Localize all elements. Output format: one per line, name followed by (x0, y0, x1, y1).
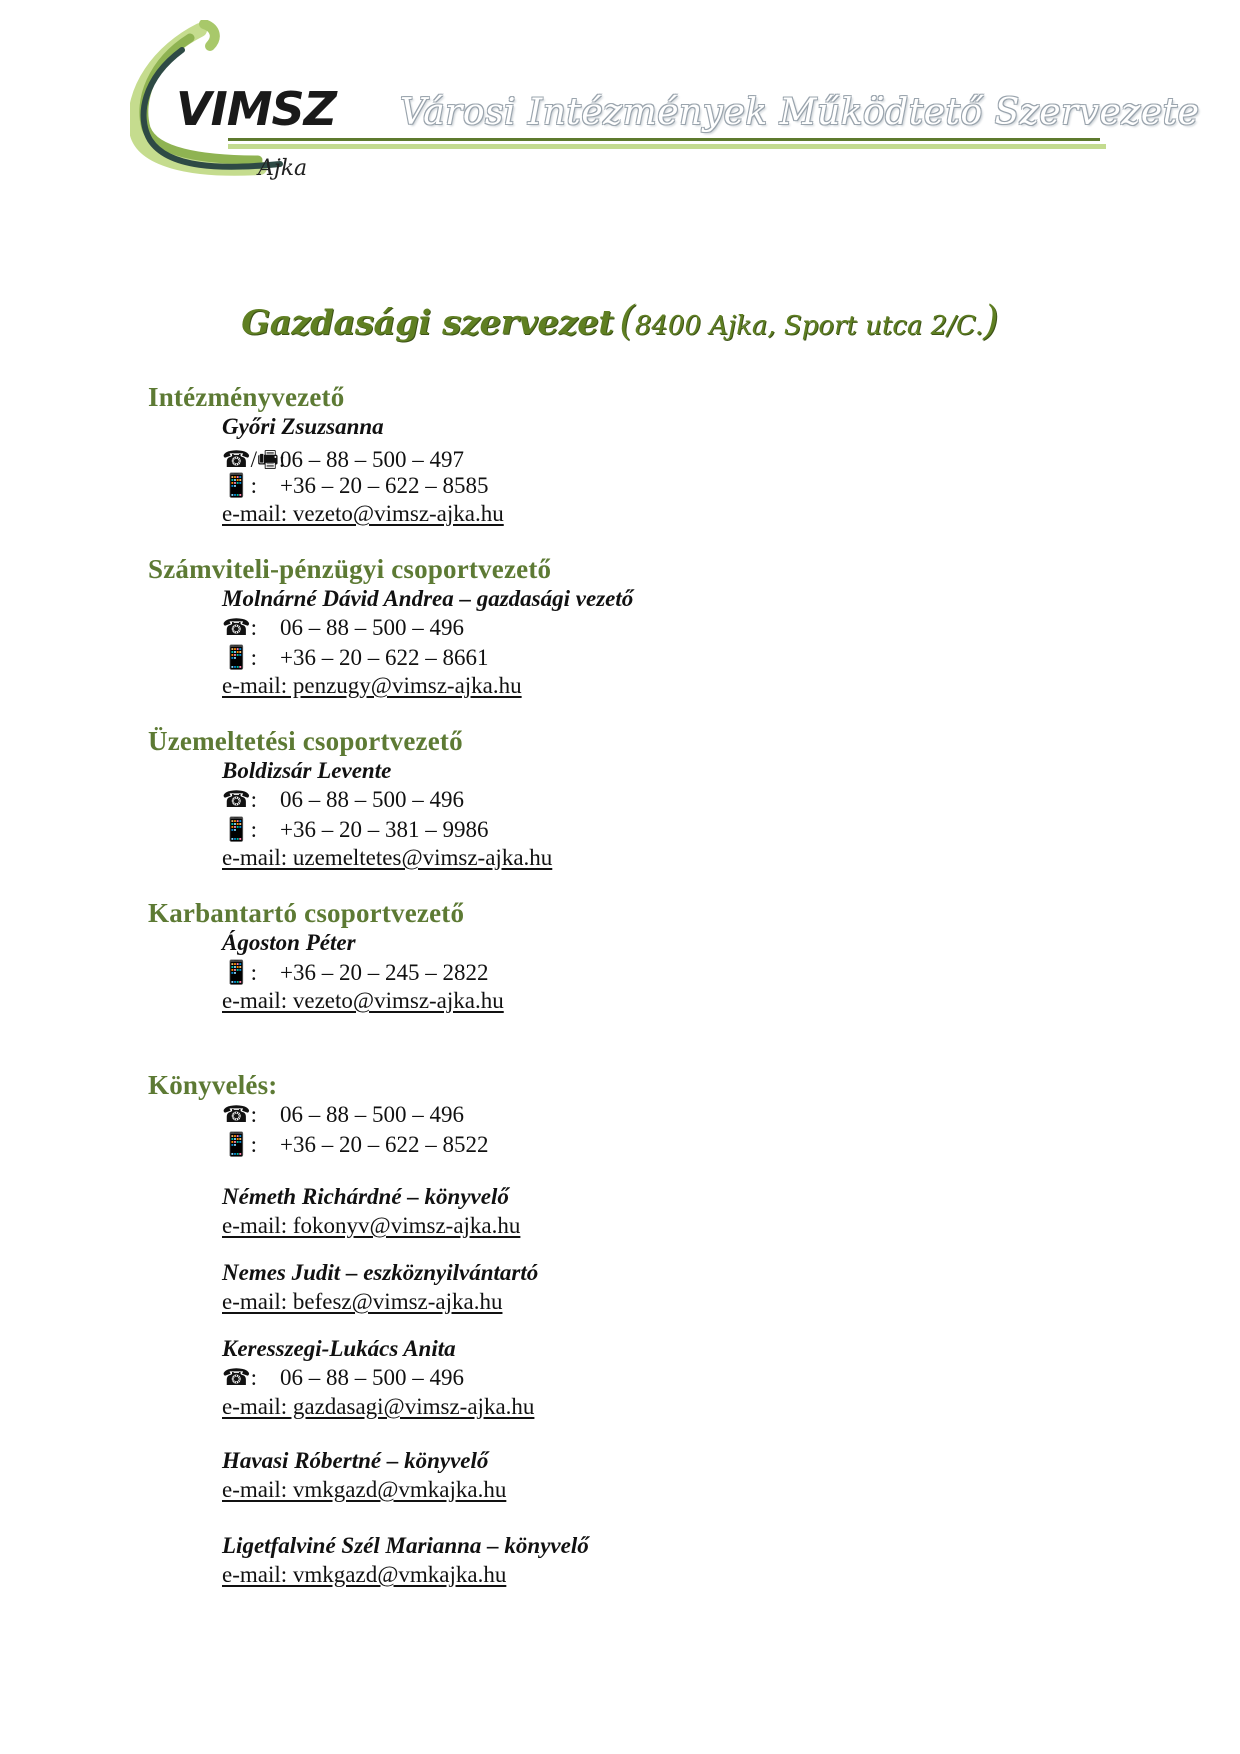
header-rule-dark (228, 138, 1100, 141)
section-heading-uzemeltetesi: Üzemeltetési csoportvezető (148, 726, 463, 756)
section-heading-konyveles: Könyvelés: (148, 1070, 278, 1100)
phone-icon: ☎: (222, 1102, 258, 1127)
person-name: Molnárné Dávid Andrea – gazdasági vezető (222, 586, 634, 611)
mobile-phone-icon: 📱: (222, 645, 258, 670)
vimsz-logo (130, 20, 336, 195)
person-name: Havasi Róbertné – könyvelő (222, 1448, 489, 1473)
phone-number: 06 – 88 – 500 – 496 (280, 1365, 464, 1390)
section-heading-intezmenyvezeto: Intézményvezető (148, 382, 345, 412)
person-name: Győri Zsuzsanna (222, 414, 384, 439)
person-name: Ágoston Péter (222, 930, 356, 955)
header-rule-light (228, 144, 1106, 149)
phone-number: 06 – 88 – 500 – 497 (280, 447, 464, 472)
phone-number: 06 – 88 – 500 – 496 (280, 787, 464, 812)
email-link[interactable]: e-mail: vmkgazd@vmkajka.hu (222, 1477, 507, 1502)
phone-number: 06 – 88 – 500 – 496 (280, 1102, 464, 1127)
mobile-line (222, 644, 488, 671)
phone-line (222, 1365, 464, 1391)
phone-icon: ☎: (222, 615, 258, 640)
email-link[interactable]: e-mail: fokonyv@vimsz-ajka.hu (222, 1213, 521, 1238)
mobile-phone-icon: 📱: (222, 1132, 258, 1157)
person-name: Keresszegi-Lukács Anita (222, 1336, 456, 1361)
email-link[interactable]: e-mail: gazdasagi@vimsz-ajka.hu (222, 1394, 535, 1419)
mobile-line (222, 816, 488, 843)
mobile-number: +36 – 20 – 622 – 8522 (280, 1132, 489, 1157)
mobile-line (222, 472, 488, 499)
email-link[interactable]: e-mail: uzemeltetes@vimsz-ajka.hu (222, 845, 553, 870)
title-address: 8400 Ajka, Sport utca 2/C. (634, 311, 984, 341)
mobile-number: +36 – 20 – 381 – 9986 (280, 817, 489, 842)
phone-line (222, 615, 464, 641)
mobile-phone-icon: 📱: (222, 960, 258, 985)
phone-line (222, 787, 464, 813)
email-link[interactable]: e-mail: vezeto@vimsz-ajka.hu (222, 501, 504, 526)
email-link[interactable]: e-mail: penzugy@vimsz-ajka.hu (222, 673, 522, 698)
title-paren-close: ) (983, 298, 999, 344)
person-name: Boldizsár Levente (222, 758, 392, 783)
mobile-line (222, 959, 488, 986)
person-name: Nemes Judit – eszköznyilvántartó (222, 1260, 539, 1285)
phone-number: 06 – 88 – 500 – 496 (280, 615, 464, 640)
title-main: Gazdasági szervezet (241, 303, 614, 343)
logo-brand-text: VIMSZ (176, 82, 336, 136)
person-name: Ligetfalviné Szél Marianna – könyvelő (222, 1533, 589, 1558)
mobile-number: +36 – 20 – 622 – 8585 (280, 473, 489, 498)
page-title (0, 298, 1240, 344)
phone-icon: ☎: (222, 787, 258, 812)
title-paren-open: ( (619, 298, 635, 344)
person-name: Németh Richárdné – könyvelő (222, 1184, 509, 1209)
section-heading-karbantarto: Karbantartó csoportvezető (148, 898, 465, 928)
phone-icon: ☎: (222, 1365, 258, 1390)
email-link[interactable]: e-mail: vezeto@vimsz-ajka.hu (222, 988, 504, 1013)
mobile-line (222, 1131, 488, 1158)
section-heading-szamviteli: Számviteli-pénzügyi csoportvezető (148, 554, 552, 584)
mobile-number: +36 – 20 – 245 – 2822 (280, 960, 489, 985)
logo-city-text: Ajka (258, 156, 308, 181)
mobile-number: +36 – 20 – 622 – 8661 (280, 645, 489, 670)
email-link[interactable]: e-mail: vmkgazd@vmkajka.hu (222, 1562, 507, 1587)
mobile-phone-icon: 📱: (222, 473, 258, 498)
phone-fax-icon: ☎/🖷: (222, 447, 286, 472)
organization-name: Városi Intézmények Működtető Szervezete (400, 92, 1200, 133)
email-link[interactable]: e-mail: befesz@vimsz-ajka.hu (222, 1289, 503, 1314)
phone-line (222, 1102, 464, 1128)
mobile-phone-icon: 📱: (222, 817, 258, 842)
